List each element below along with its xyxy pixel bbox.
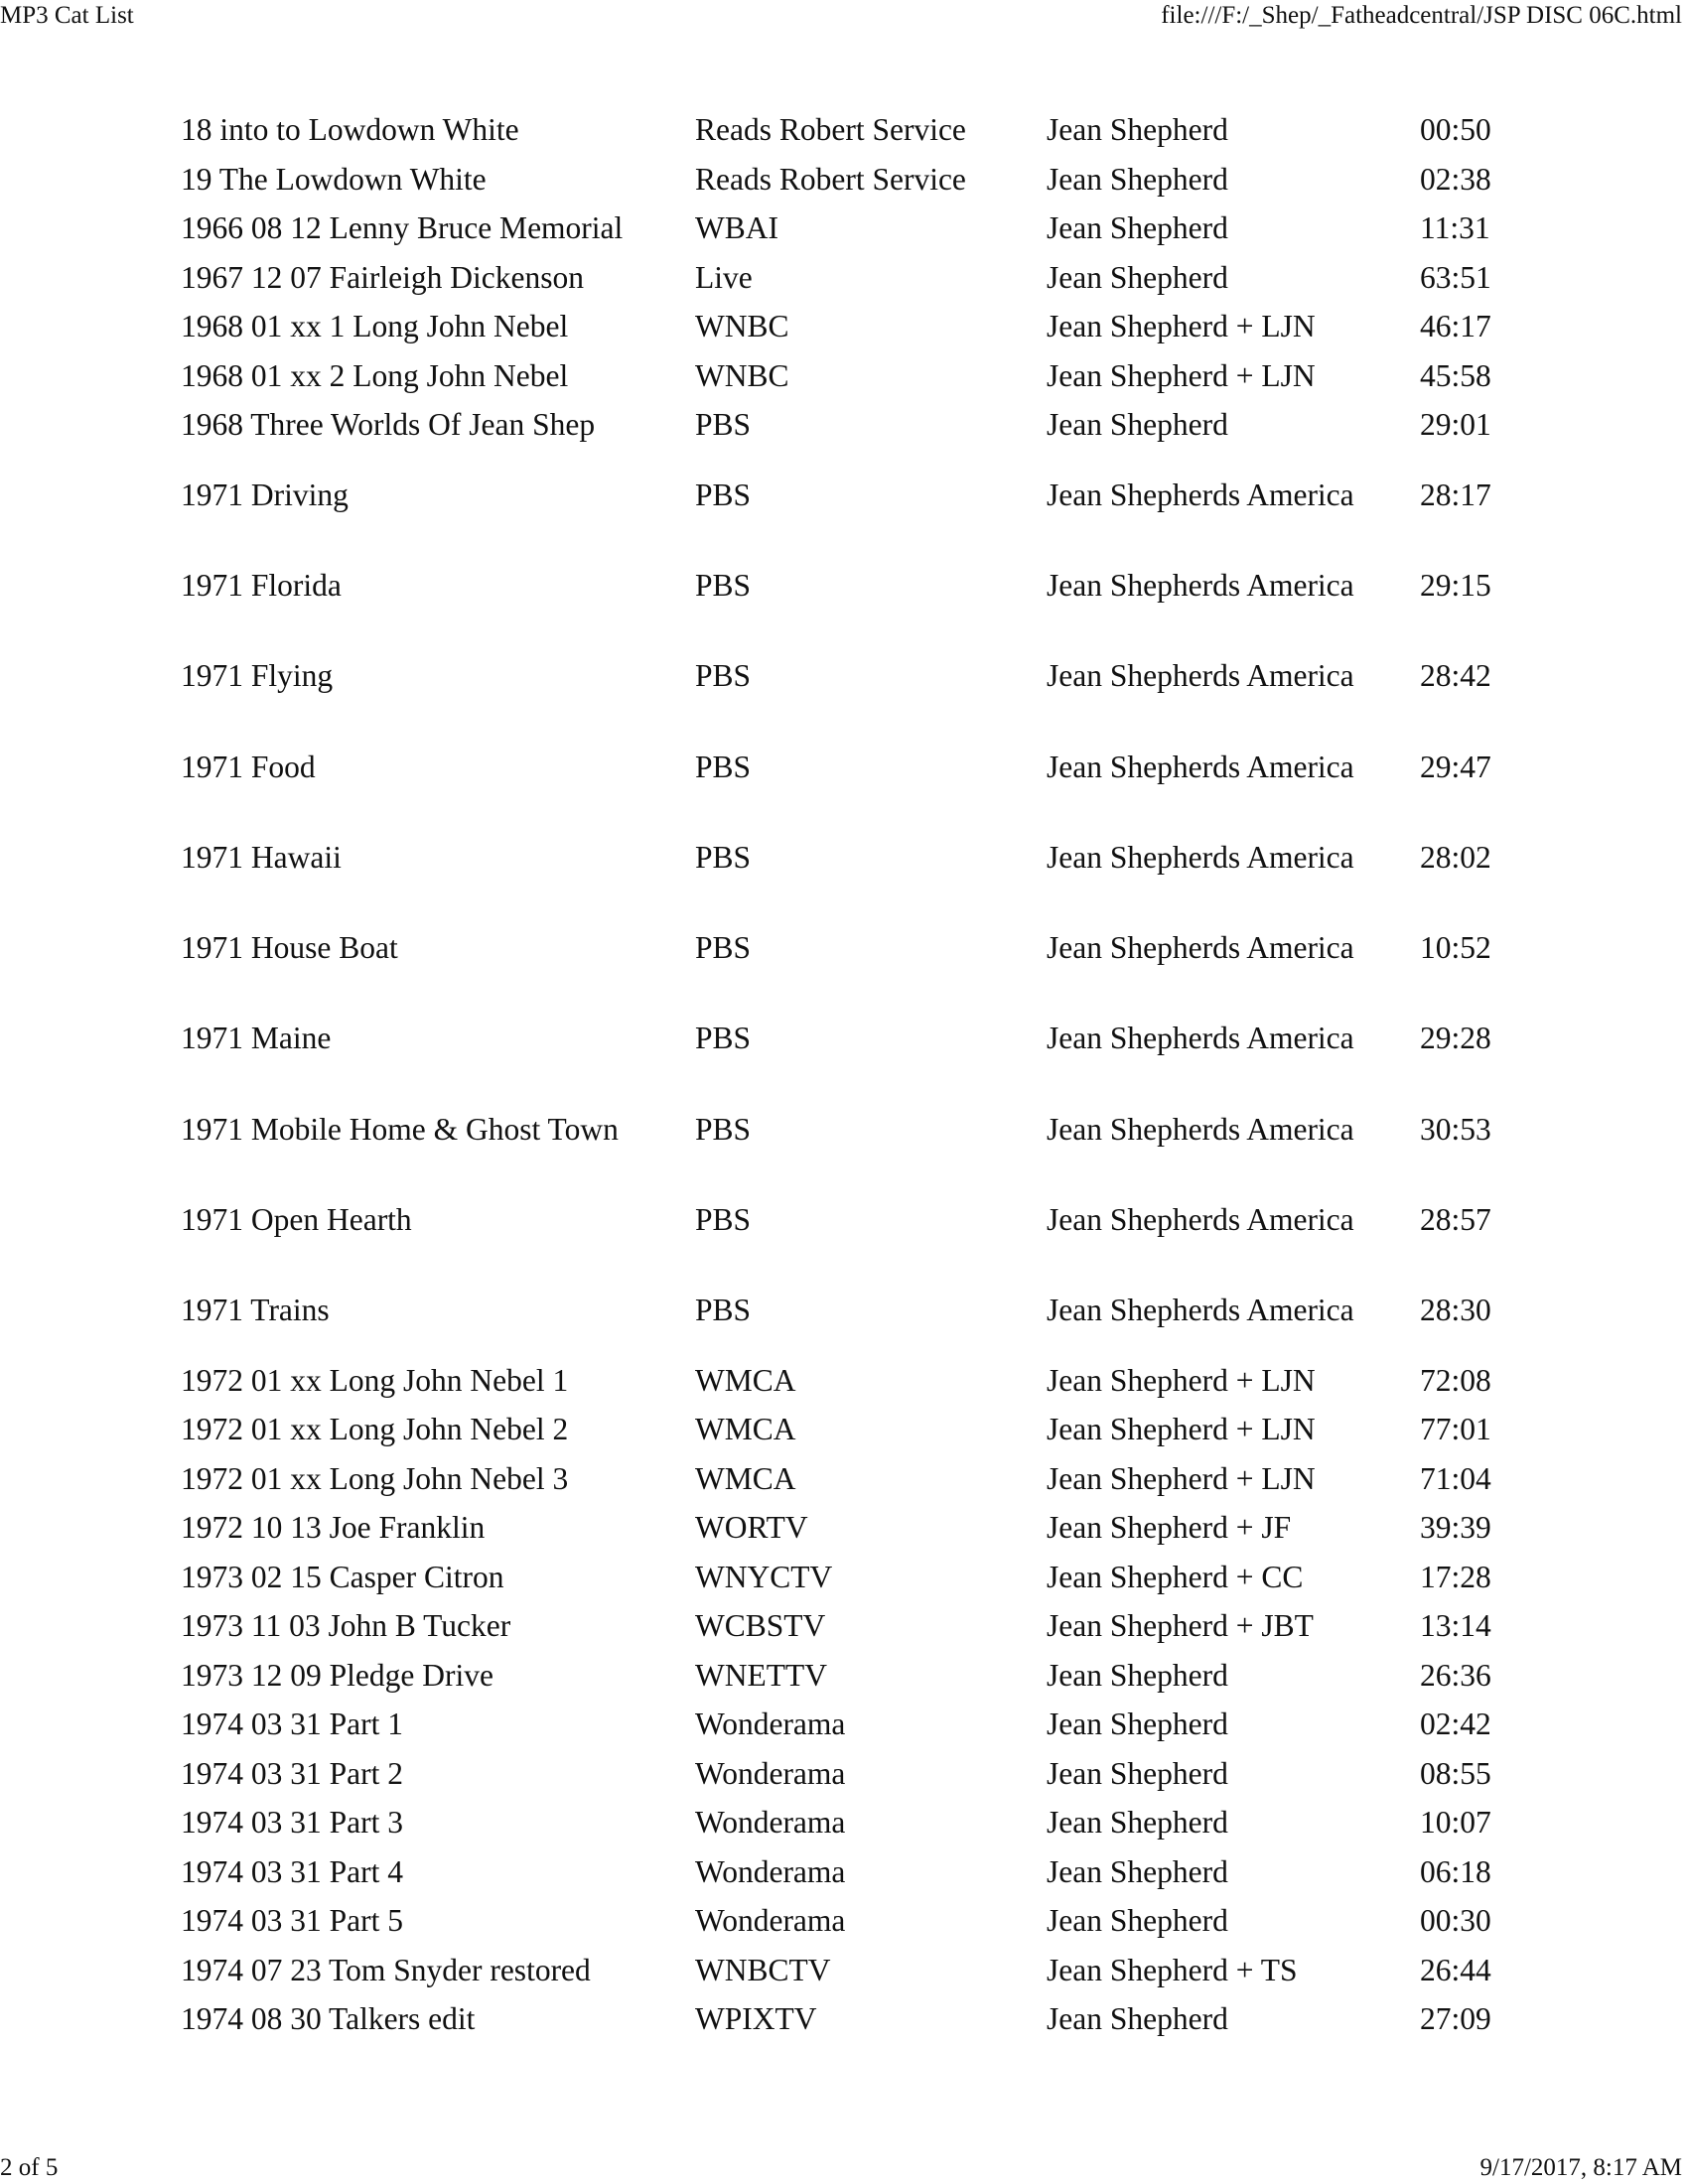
track-source: WORTV — [695, 1510, 808, 1546]
track-artist: Jean Shepherds America — [1047, 567, 1354, 603]
track-source: Wonderama — [695, 1805, 846, 1841]
table-row — [181, 253, 1511, 303]
track-duration: 28:57 — [1420, 1202, 1491, 1238]
table-row — [181, 1503, 1511, 1553]
track-duration: 39:39 — [1420, 1510, 1491, 1546]
track-source: Wonderama — [695, 1853, 846, 1889]
track-duration: 28:17 — [1420, 477, 1491, 512]
track-artist: Jean Shepherd + LJN — [1047, 309, 1316, 344]
track-title: 1974 03 31 Part 5 — [181, 1903, 403, 1939]
track-artist: Jean Shepherd + TS — [1047, 1952, 1298, 1987]
track-source: WNETTV — [695, 1657, 827, 1693]
track-source: WMCA — [695, 1362, 796, 1398]
track-title: 1968 01 xx 1 Long John Nebel — [181, 309, 569, 344]
track-title: 1974 08 30 Talkers edit — [181, 2001, 476, 2037]
track-artist: Jean Shepherd + LJN — [1047, 1460, 1316, 1496]
track-title: 1972 01 xx Long John Nebel 2 — [181, 1412, 569, 1447]
track-title: 1967 12 07 Fairleigh Dickenson — [181, 259, 584, 295]
track-source: WMCA — [695, 1412, 796, 1447]
track-source: WBAI — [695, 210, 778, 246]
track-title: 1974 07 23 Tom Snyder restored — [181, 1952, 591, 1987]
table-row — [181, 1896, 1511, 1946]
track-table — [181, 105, 1511, 2043]
track-artist: Jean Shepherds America — [1047, 477, 1354, 512]
track-source: PBS — [695, 1021, 752, 1056]
table-row — [181, 630, 1511, 721]
table-row — [181, 721, 1511, 811]
table-row — [181, 105, 1511, 155]
track-duration: 45:58 — [1420, 357, 1491, 393]
track-artist: Jean Shepherd — [1047, 1903, 1228, 1939]
table-row — [181, 812, 1511, 902]
track-artist: Jean Shepherd + CC — [1047, 1559, 1304, 1594]
track-artist: Jean Shepherds America — [1047, 930, 1354, 966]
track-source: WCBSTV — [695, 1608, 826, 1644]
track-artist: Jean Shepherd + LJN — [1047, 1362, 1316, 1398]
table-row — [181, 1700, 1511, 1749]
track-duration: 10:07 — [1420, 1805, 1491, 1841]
track-artist: Jean Shepherds America — [1047, 1293, 1354, 1328]
track-duration: 29:15 — [1420, 567, 1491, 603]
table-row — [181, 1798, 1511, 1847]
track-artist: Jean Shepherd — [1047, 1755, 1228, 1791]
track-source: PBS — [695, 1293, 752, 1328]
track-duration: 29:01 — [1420, 407, 1491, 443]
table-row — [181, 1748, 1511, 1798]
track-title: 1972 01 xx Long John Nebel 3 — [181, 1460, 569, 1496]
track-artist: Jean Shepherd — [1047, 259, 1228, 295]
table-row — [181, 540, 1511, 630]
track-title: 1971 Maine — [181, 1021, 332, 1056]
track-source: PBS — [695, 930, 752, 966]
track-artist: Jean Shepherds America — [1047, 658, 1354, 694]
table-row — [181, 902, 1511, 993]
table-row — [181, 1994, 1511, 2044]
track-artist: Jean Shepherd — [1047, 161, 1228, 197]
track-artist: Jean Shepherd — [1047, 1657, 1228, 1693]
track-artist: Jean Shepherds America — [1047, 1202, 1354, 1238]
table-row — [181, 1405, 1511, 1454]
table-row — [181, 204, 1511, 253]
track-duration: 28:30 — [1420, 1293, 1491, 1328]
track-artist: Jean Shepherd — [1047, 112, 1228, 148]
table-row — [181, 1174, 1511, 1265]
track-artist: Jean Shepherd — [1047, 1853, 1228, 1889]
table-row — [181, 1453, 1511, 1503]
track-duration: 00:50 — [1420, 112, 1491, 148]
track-artist: Jean Shepherd — [1047, 210, 1228, 246]
track-source: PBS — [695, 407, 752, 443]
track-duration: 30:53 — [1420, 1111, 1491, 1147]
track-title: 1972 01 xx Long John Nebel 1 — [181, 1362, 569, 1398]
print-header-url: file:///F:/_Shep/_Fatheadcentral/JSP DISC 06C.html — [1161, 2, 1682, 29]
track-title: 1968 01 xx 2 Long John Nebel — [181, 357, 569, 393]
track-duration: 00:30 — [1420, 1903, 1491, 1939]
track-artist: Jean Shepherd + LJN — [1047, 1412, 1316, 1447]
track-duration: 08:55 — [1420, 1755, 1491, 1791]
track-duration: 77:01 — [1420, 1412, 1491, 1447]
table-row — [181, 351, 1511, 401]
print-footer-page-number: 2 of 5 — [0, 2154, 59, 2181]
table-row — [181, 1945, 1511, 1994]
track-duration: 26:44 — [1420, 1952, 1491, 1987]
track-duration: 71:04 — [1420, 1460, 1491, 1496]
track-duration: 28:02 — [1420, 839, 1491, 875]
track-source: PBS — [695, 477, 752, 512]
track-title: 1971 House Boat — [181, 930, 398, 966]
track-source: PBS — [695, 839, 752, 875]
track-duration: 28:42 — [1420, 658, 1491, 694]
track-artist: Jean Shepherd — [1047, 2001, 1228, 2037]
track-source: PBS — [695, 658, 752, 694]
track-duration: 46:17 — [1420, 309, 1491, 344]
track-title: 1972 10 13 Joe Franklin — [181, 1510, 486, 1546]
track-artist: Jean Shepherd — [1047, 407, 1228, 443]
track-title: 1974 03 31 Part 3 — [181, 1805, 403, 1841]
track-duration: 26:36 — [1420, 1657, 1491, 1693]
track-title: 1973 12 09 Pledge Drive — [181, 1657, 493, 1693]
track-artist: Jean Shepherd + JF — [1047, 1510, 1292, 1546]
track-title: 1971 Florida — [181, 567, 342, 603]
track-title: 1971 Food — [181, 749, 316, 784]
track-title: 1974 03 31 Part 2 — [181, 1755, 403, 1791]
track-title: 1971 Open Hearth — [181, 1202, 412, 1238]
table-row — [181, 1552, 1511, 1601]
track-title: 1974 03 31 Part 1 — [181, 1706, 403, 1742]
track-title: 1971 Trains — [181, 1293, 330, 1328]
track-source: Live — [695, 259, 753, 295]
track-duration: 29:28 — [1420, 1021, 1491, 1056]
track-title: 1974 03 31 Part 4 — [181, 1853, 403, 1889]
track-source: WMCA — [695, 1460, 796, 1496]
track-source: Wonderama — [695, 1903, 846, 1939]
track-source: WNYCTV — [695, 1559, 833, 1594]
track-source: WNBCTV — [695, 1952, 831, 1987]
track-source: PBS — [695, 1202, 752, 1238]
track-title: 1971 Mobile Home & Ghost Town — [181, 1111, 619, 1147]
table-row — [181, 993, 1511, 1083]
track-artist: Jean Shepherd — [1047, 1706, 1228, 1742]
track-duration: 02:38 — [1420, 161, 1491, 197]
track-duration: 72:08 — [1420, 1362, 1491, 1398]
track-duration: 27:09 — [1420, 2001, 1491, 2037]
table-row — [181, 1265, 1511, 1355]
track-duration: 06:18 — [1420, 1853, 1491, 1889]
track-title: 1966 08 12 Lenny Bruce Memorial — [181, 210, 624, 246]
track-source: PBS — [695, 1111, 752, 1147]
track-source: WNBC — [695, 309, 789, 344]
table-row — [181, 1084, 1511, 1174]
track-title: 19 The Lowdown White — [181, 161, 487, 197]
table-row — [181, 155, 1511, 205]
track-title: 18 into to Lowdown White — [181, 112, 519, 148]
table-row — [181, 1355, 1511, 1405]
track-artist: Jean Shepherds America — [1047, 1111, 1354, 1147]
track-duration: 13:14 — [1420, 1608, 1491, 1644]
track-source: Wonderama — [695, 1706, 846, 1742]
table-row — [181, 1650, 1511, 1700]
track-source: Reads Robert Service — [695, 112, 966, 148]
table-row — [181, 302, 1511, 351]
track-source: PBS — [695, 749, 752, 784]
table-row — [181, 450, 1511, 540]
track-duration: 17:28 — [1420, 1559, 1491, 1594]
track-source: PBS — [695, 567, 752, 603]
track-title: 1973 02 15 Casper Citron — [181, 1559, 504, 1594]
track-title: 1971 Flying — [181, 658, 334, 694]
track-title: 1968 Three Worlds Of Jean Shep — [181, 407, 596, 443]
track-artist: Jean Shepherd + LJN — [1047, 357, 1316, 393]
print-footer-datetime: 9/17/2017, 8:17 AM — [1479, 2154, 1682, 2181]
track-duration: 02:42 — [1420, 1706, 1491, 1742]
table-row — [181, 1601, 1511, 1651]
track-artist: Jean Shepherds America — [1047, 749, 1354, 784]
track-duration: 29:47 — [1420, 749, 1491, 784]
track-duration: 63:51 — [1420, 259, 1491, 295]
track-title: 1971 Driving — [181, 477, 349, 512]
track-title: 1973 11 03 John B Tucker — [181, 1608, 511, 1644]
print-header-title: MP3 Cat List — [0, 2, 134, 29]
track-source: WNBC — [695, 357, 789, 393]
table-row — [181, 400, 1511, 450]
track-artist: Jean Shepherds America — [1047, 1021, 1354, 1056]
track-duration: 11:31 — [1420, 210, 1490, 246]
track-source: Reads Robert Service — [695, 161, 966, 197]
track-source: WPIXTV — [695, 2001, 817, 2037]
table-row — [181, 1846, 1511, 1896]
track-artist: Jean Shepherd — [1047, 1805, 1228, 1841]
track-duration: 10:52 — [1420, 930, 1491, 966]
track-artist: Jean Shepherds America — [1047, 839, 1354, 875]
track-source: Wonderama — [695, 1755, 846, 1791]
track-artist: Jean Shepherd + JBT — [1047, 1608, 1314, 1644]
track-title: 1971 Hawaii — [181, 839, 342, 875]
